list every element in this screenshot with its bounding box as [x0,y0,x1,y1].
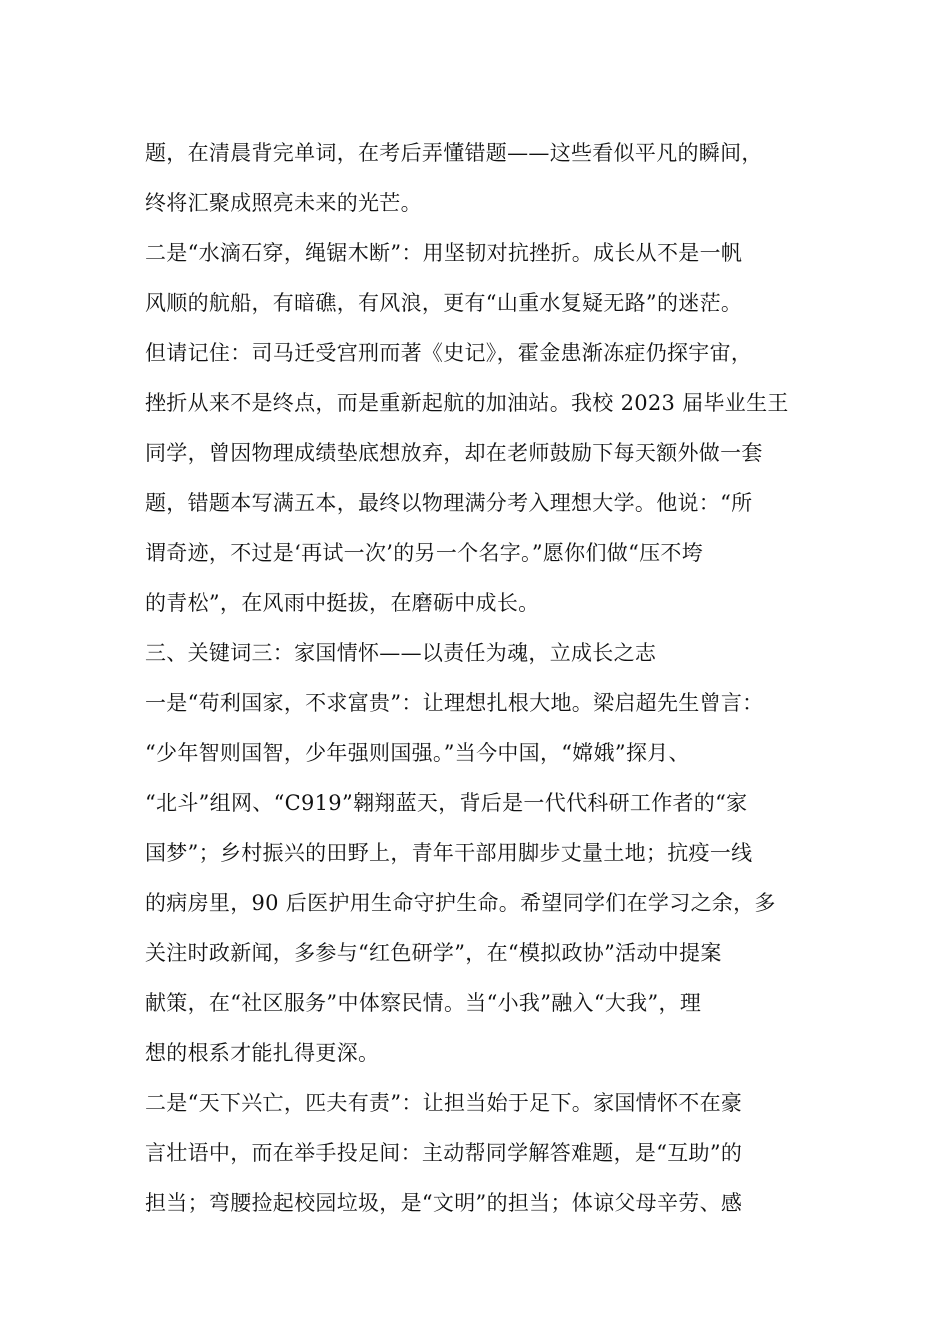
paragraph-line: 谓奇迹，不过是‘再试一次’的另一个名字。”愿你们做“压不垮 [145,541,704,565]
paragraph-line: 一是“苟利国家，不求富贵”：让理想扎根大地。梁启超先生曾言： [145,691,764,715]
paragraph-line: “北斗”组网、“C919”翱翔蓝天，背后是一代代科研工作者的“家 [145,791,748,815]
paragraph-line: 担当；弯腰捡起校园垃圾，是“文明”的担当；体谅父母辛劳、感 [145,1191,743,1215]
section-heading: 三、关键词三：家国情怀——以责任为魂，立成长之志 [145,641,657,665]
paragraph-line: 关注时政新闻，多参与“红色研学”，在“模拟政协”活动中提案 [145,941,722,965]
paragraph-line: “少年智则国智，少年强则国强。”当今中国，“嫦娥”探月、 [145,741,690,765]
paragraph-line: 二是“水滴石穿，绳锯木断”：用坚韧对抗挫折。成长从不是一帆 [145,241,743,265]
paragraph-line: 的病房里，90 后医护用生命守护生命。希望同学们在学习之余，多 [145,891,776,915]
document-body [145,128,825,1228]
paragraph-line: 挫折从来不是终点，而是重新起航的加油站。我校 2023 届毕业生王 [145,391,789,415]
paragraph-line: 献策，在“社区服务”中体察民情。当“小我”融入“大我”，理 [145,991,702,1015]
paragraph-line: 终将汇聚成照亮未来的光芒。 [145,191,422,215]
paragraph-line: 但请记住：司马迁受宫刑而著《史记》，霍金患渐冻症仍探宇宙， [145,341,753,365]
paragraph-line: 二是“天下兴亡，匹夫有责”：让担当始于足下。家国情怀不在豪 [145,1091,743,1115]
paragraph-line: 同学，曾因物理成绩垫底想放弃，却在老师鼓励下每天额外做一套 [145,441,763,465]
paragraph-line: 言壮语中，而在举手投足间：主动帮同学解答难题，是“互助”的 [145,1141,743,1165]
paragraph-line: 想的根系才能扎得更深。 [145,1041,380,1065]
paragraph-line: 国梦”；乡村振兴的田野上，青年干部用脚步丈量土地；抗疫一线 [145,841,753,865]
paragraph-line: 题，错题本写满五本，最终以物理满分考入理想大学。他说：“所 [145,491,753,515]
paragraph-line: 的青松”，在风雨中挺拔，在磨砺中成长。 [145,591,540,615]
paragraph-line: 风顺的航船，有暗礁，有风浪，更有“山重水复疑无路”的迷茫。 [145,291,743,315]
paragraph-line: 题，在清晨背完单词，在考后弄懂错题——这些看似平凡的瞬间， [145,141,763,165]
